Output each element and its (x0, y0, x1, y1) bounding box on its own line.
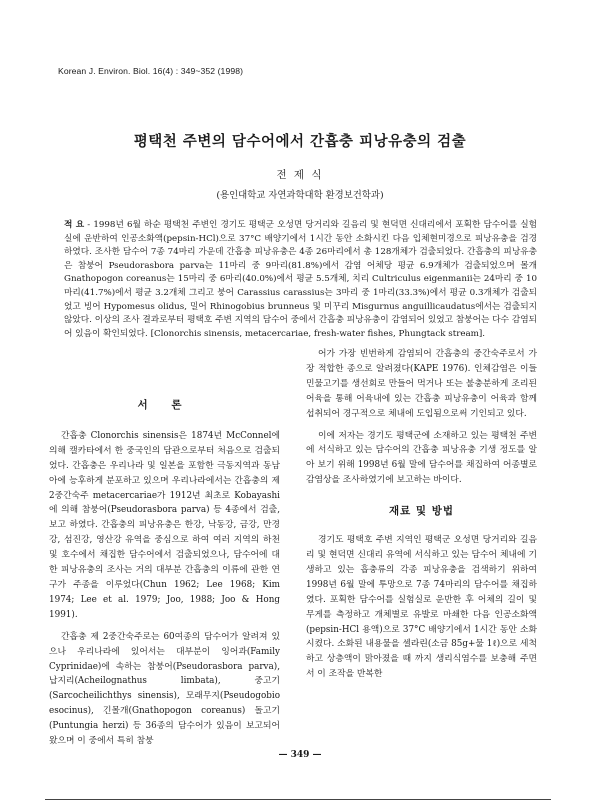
abstract-text: - 1998년 6월 하순 평택천 주변인 경기도 평택군 오성면 당거리와 길음리 및 현덕면 신대리에서 포획한 담수어를 실험실에 운반하여 인공소화액(pepsin-HCl)으로 37°C 배양기에서 1시간 동안 소화시킨 다음 입체현미경으로 피낭유충을 검경하였다. 조사한 담수어 7종 74마리 가운데 간흡충 피낭유충은 4종 26마리에서 총 128개체가 검출되었다. 간흡충의 피낭유충은 참붕어 Pseudorasbora parva는 11마리 중 9마리(81.8%)에서 감염 어체당 평균 6.9개체가 검출되었으며 몰개 Gnathopogon coreanus는 15마리 중 6마리(40.0%)에서 평균 5.5개체, 치리 Cultriculus eigenmanii는 24마리 중 10마리(41.7%)에서 평균 3.2개체 그리고 붕어 Carassius carassius는 3마리 중 1마리(33.3%)에서 평균 0.3개체가 검출되었고 빙어 Hypomesus olidus, 밀어 Rhinogobius brunneus 및 미꾸리 Misgurnus anguillicaudatus에서는 검출되지 않았다. 이상의 조사 결과로부터 평택호 주변 지역의 담수어 중에서 간흡충 피낭유충이 감염되어 있었고 참붕어는 다수 감염되어 있음이 확인되었다. [Clonorchis sinensis, metacercariae, fresh-water fishes, Phungtack stream]. (64, 220, 537, 339)
intro-heading: 서 론 (137, 399, 192, 411)
right-column (306, 347, 537, 682)
page-number: — 349 — (278, 750, 322, 760)
abstract-label: 적 요 (64, 220, 85, 230)
intro-paragraph-2: 간흡충 제 2중간숙주로는 60여종의 담수어가 알려져 있으나 우리나라에 있어서는 대부분이 잉어과(Family Cyprinidae)에 속하는 참붕어(Pseudorasbora parva), 납지리(Acheilognathus limbata), 중고기(Sarcocheilichthys sinensis), 모래무지(Pseudogobio esocinus), 긴몰개(Gnathopogon coreanus) 돌고기(Puntungia herzi) 등 36종의 담수어가 있음이 보고되어 왔으며 이 중에서 특히 참붕 (49, 631, 280, 747)
paper-title: 평택천 주변의 담수어에서 간흡충 피낭유충의 검출 (133, 133, 467, 150)
bottom-rule (45, 799, 551, 800)
intro-paragraph-1: 간흡충 Clonorchis sinensis은 1874년 McConnel에 의해 캘카타에서 한 중국인의 담관으로부터 처음으로 검출되었다. 간흡충은 우리나라 및 일본을 포함한 극동지역과 동남아에 능후하게 분포하고 있으며 우리나라에서는 간흡충의 제2중간숙주 metacercariae가 1912년 최초로 Kobayashi에 의해 참붕어(Pseudorasbora parva) 등 4종에서 검출, 보고 하였다. 간흡충의 피낭유충은 한강, 낙동강, 금강, 만경강, 섬진강, 영산강 유역을 중심으로 하여 여러 지역의 하천 및 호수에서 채집한 담수어에서 검출되었으나, 담수어에 대한 피낭유충의 조사는 거의 대부분 간흡충의 이류에 관한 연구가 주종을 이루었다(Chun 1962; Lee 1968; Kim 1974; Lee et al. 1979; Joo, 1988; Joo & Hong 1991). (49, 430, 280, 620)
author: 전 제 식 (276, 169, 324, 181)
methods-heading: 재료 및 방법 (388, 505, 455, 518)
left-column (49, 398, 280, 749)
abstract (64, 219, 537, 341)
journal-citation: Korean J. Environ. Biol. 16(4) : 349~352 (1998) (58, 66, 244, 76)
intro-paragraph-3: 어가 가장 빈번하게 감염되어 간흡충의 중간숙주로서 가장 적합한 종으로 알려졌다(KAPE 1976). 인체감염은 이들 민물고기를 생선회로 만들어 먹거나 또는 불충분하게 조리된 어육을 통해 어육내에 있는 간흡충 피낭유충이 어육과 함께 섭취되어 경구적으로 체내에 도입됨으로써 기인되고 있다. (306, 349, 537, 419)
affiliation: (용인대학교 자연과학대학 환경보건학과) (216, 190, 384, 201)
methods-paragraph-1: 경기도 평택호 주변 지역인 평택군 오성면 당거리와 길음리 및 현덕면 신대리 유역에 서식하고 있는 담수어 체내에 기생하고 있는 흡충류의 각종 피낭유충을 검색하기 위하여 1998년 6월 말에 투망으로 7종 74마리의 담수어를 채집하였다. 포획한 담수어를 실험실로 운반한 후 어체의 길이 및 무게를 측정하고 개체별로 유발로 마쇄한 다음 인공소화액(pepsin-HCl 용액)으로 37°C 배양기에서 1시간 동안 소화시켰다. 소화된 내용물을 셀라린(소금 85g+물 1ℓ)으로 세척하고 상층액이 맑아졌을 때 까지 생리식염수를 보충해 주면서 이 조작을 반복한 (306, 535, 537, 680)
intro-paragraph-4: 이에 저자는 경기도 평택군에 소재하고 있는 평택천 주변에 서식하고 있는 담수어의 간흡충 피낭유충 기생 정도를 알아 보기 위해 1998년 6월 말에 담수어를 채집하여 어종별로 감염상을 조사하였기에 보고하는 바이다. (306, 430, 537, 486)
